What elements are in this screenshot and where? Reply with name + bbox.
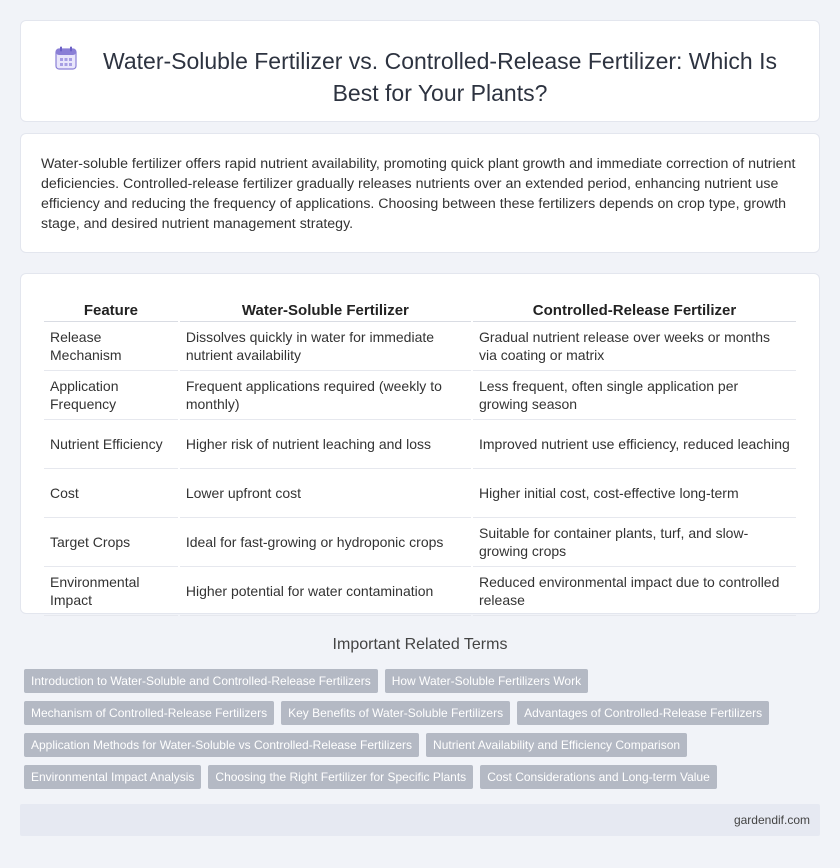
feature-cell: Target Crops [44,518,178,567]
controlled-release-cell: Gradual nutrient release over weeks or months via coating or matrix [473,322,796,371]
related-term-tag[interactable]: Environmental Impact Analysis [24,765,201,789]
controlled-release-cell: Reduced environmental impact due to controlled release [473,567,796,616]
related-term-tag[interactable]: Application Methods for Water-Soluble vs Controlled-Release Fertilizers [24,733,419,757]
table-row [44,518,796,567]
feature-cell: Environmental Impact [44,567,178,616]
table-row [44,567,796,616]
tag-row [24,765,824,789]
feature-cell: Cost [44,469,178,518]
column-header-feature: Feature [44,294,178,322]
footer-site-link[interactable]: gardendif.com [733,813,810,827]
related-term-tag[interactable]: Cost Considerations and Long-term Value [480,765,717,789]
controlled-release-cell: Improved nutrient use efficiency, reduced leaching [473,420,796,469]
water-soluble-cell: Higher risk of nutrient leaching and loss [180,420,471,469]
feature-cell: Nutrient Efficiency [44,420,178,469]
related-term-tag[interactable]: Advantages of Controlled-Release Fertilizers [517,701,769,725]
water-soluble-cell: Lower upfront cost [180,469,471,518]
controlled-release-cell: Higher initial cost, cost-effective long-term [473,469,796,518]
related-term-tag[interactable]: Introduction to Water-Soluble and Controlled-Release Fertilizers [24,669,378,693]
related-terms-list [24,669,824,797]
water-soluble-cell: Ideal for fast-growing or hydroponic crops [180,518,471,567]
related-term-tag[interactable]: Nutrient Availability and Efficiency Comparison [426,733,687,757]
table-row [44,322,796,371]
page-title: Water-Soluble Fertilizer vs. Controlled-Release Fertilizer: Which Is Best for Your Plants? [102,48,777,106]
table-row [44,420,796,469]
water-soluble-cell: Frequent applications required (weekly to monthly) [180,371,471,420]
related-term-tag[interactable]: How Water-Soluble Fertilizers Work [385,669,588,693]
comparison-card [20,273,820,614]
feature-cell: Application Frequency [44,371,178,420]
water-soluble-cell: Dissolves quickly in water for immediate nutrient availability [180,322,471,371]
related-term-tag[interactable]: Choosing the Right Fertilizer for Specific Plants [208,765,473,789]
intro-card [20,133,820,253]
tag-row [24,701,824,725]
column-header-controlled-release: Controlled-Release Fertilizer [473,294,796,322]
related-term-tag[interactable]: Mechanism of Controlled-Release Fertilizers [24,701,274,725]
table-header-row [44,294,796,322]
tag-row [24,733,824,757]
tag-row [24,669,824,693]
table-row [44,371,796,420]
table-row [44,469,796,518]
comparison-table [42,294,798,616]
water-soluble-cell: Higher potential for water contamination [180,567,471,616]
related-terms-title: Important Related Terms [332,636,508,653]
controlled-release-cell: Less frequent, often single application per growing season [473,371,796,420]
intro-paragraph: Water-soluble fertilizer offers rapid nutrient availability, promoting quick plant growth and immediate correction of nutrient deficiencies. Controlled-release fertilizer gradually releases nutrients over an extended period, enhancing nutrient use efficiency and reducing the frequency of applications. Choosing between these fertilizers depends on crop type, growth stage, and desired nutrient management strategy. [41,156,796,232]
footer-bar [20,804,820,836]
column-header-water-soluble: Water-Soluble Fertilizer [180,294,471,322]
related-term-tag[interactable]: Key Benefits of Water-Soluble Fertilizers [281,701,510,725]
header-card [20,20,820,122]
controlled-release-cell: Suitable for container plants, turf, and slow-growing crops [473,518,796,567]
feature-cell: Release Mechanism [44,322,178,371]
